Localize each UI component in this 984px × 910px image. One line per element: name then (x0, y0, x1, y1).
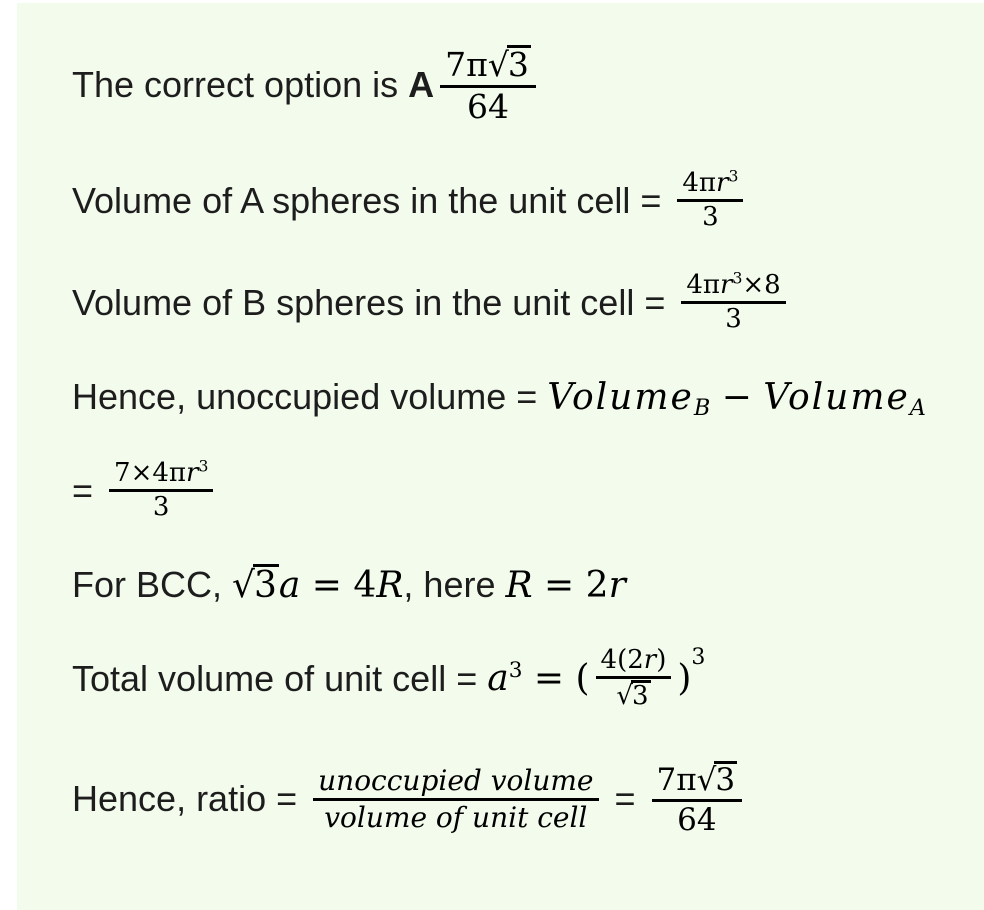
numerator-coefficient: 7×4π (114, 458, 186, 488)
ratio-text: Hence, ratio = (72, 778, 308, 820)
numerator-close-paren: ) (656, 645, 667, 675)
fraction-numerator (652, 760, 743, 799)
radicand: 3 (253, 565, 277, 606)
variable-r: r (608, 564, 626, 606)
solution-line-volume-a (72, 168, 749, 233)
solution-line-total-volume (72, 645, 705, 712)
variable-R: R (505, 564, 533, 606)
fraction-numerator (677, 168, 743, 199)
final-answer-fraction (652, 760, 743, 838)
correct-option-text: The correct option is (72, 64, 409, 106)
variable-R: R (376, 565, 404, 606)
volume-term-a: Volume (763, 376, 910, 418)
solution-line-unoccupied-volume (72, 376, 926, 421)
variable-r: r (643, 645, 657, 675)
variable-r: r (720, 270, 733, 300)
radicand: 3 (715, 762, 736, 798)
variable-r: r (716, 168, 729, 198)
numerator-prefix: 4(2 (600, 645, 644, 675)
radical-sign-icon: √ (232, 565, 255, 606)
equals-four: = 4 (300, 565, 377, 606)
minus-operator: − (710, 376, 764, 418)
solution-line-volume-b (72, 270, 792, 335)
volume-difference-expression (547, 376, 926, 421)
close-paren: ) (677, 658, 692, 700)
a-cubed-expression (487, 658, 589, 699)
fraction-denominator (611, 679, 655, 712)
bcc-equation (232, 564, 403, 606)
subscript-b: B (693, 394, 711, 421)
total-volume-text: Total volume of unit cell = (72, 657, 488, 699)
fraction-denominator: 3 (725, 304, 742, 335)
bcc-text: For BCC, (72, 564, 233, 605)
radical-sign-icon: √ (616, 681, 633, 712)
equals-two: = 2 (532, 564, 609, 606)
cell-edge-fraction (596, 645, 672, 712)
ratio-fraction (313, 764, 598, 834)
numerator-coefficient: 7π (445, 45, 488, 84)
answer-fraction-numerator (440, 44, 536, 85)
numerator-coefficient: 7π (656, 762, 697, 798)
subscript-a: A (909, 394, 926, 421)
exponent: 3 (508, 658, 523, 684)
exponent: 3 (732, 269, 743, 288)
times-eight: ×8 (742, 270, 781, 300)
radius-relation (505, 565, 625, 606)
outer-exponent: 3 (691, 645, 706, 670)
unoccupied-volume-fraction (109, 458, 213, 523)
radical-sign-icon: √ (696, 762, 717, 798)
volume-b-fraction (681, 270, 785, 335)
fraction-denominator: 3 (702, 202, 719, 233)
option-letter: A (408, 64, 435, 106)
fraction-numerator (596, 645, 672, 676)
fraction-denominator: volume of unit cell (324, 800, 588, 834)
radicand: 3 (631, 681, 649, 712)
solution-line-correct-option (72, 44, 542, 127)
fraction-numerator (109, 458, 213, 489)
equals-open-paren: = ( (522, 658, 590, 700)
fraction-denominator: 64 (677, 801, 717, 838)
equals-sign: = (604, 778, 646, 820)
fraction-numerator: unoccupied volume (318, 764, 594, 798)
solution-line-ratio (72, 760, 748, 838)
radicand: 3 (507, 45, 529, 84)
variable-a: a (278, 565, 301, 606)
answer-fraction (440, 44, 536, 127)
equals-sign: = (72, 469, 104, 511)
answer-fraction-denominator: 64 (467, 86, 510, 126)
variable-r: r (186, 458, 199, 488)
solution-line-bcc-relation (72, 564, 626, 606)
exponent: 3 (198, 457, 209, 476)
unoccupied-volume-text: Hence, unoccupied volume = (72, 376, 548, 417)
volume-term-b: Volume (547, 376, 694, 418)
solution-line-result-fraction (72, 458, 219, 523)
volume-b-text: Volume of B spheres in the unit cell = (72, 281, 676, 323)
fraction-numerator (681, 270, 785, 301)
numerator-coefficient: 4π (682, 168, 717, 198)
volume-a-fraction (677, 168, 743, 233)
volume-a-text: Volume of A spheres in the unit cell = (72, 179, 672, 221)
exponent: 3 (728, 167, 739, 186)
radical-sign-icon: √ (487, 45, 509, 84)
here-text: , here (403, 564, 506, 605)
variable-a: a (487, 658, 509, 700)
numerator-coefficient: 4π (686, 270, 720, 300)
fraction-denominator: 3 (152, 492, 170, 523)
